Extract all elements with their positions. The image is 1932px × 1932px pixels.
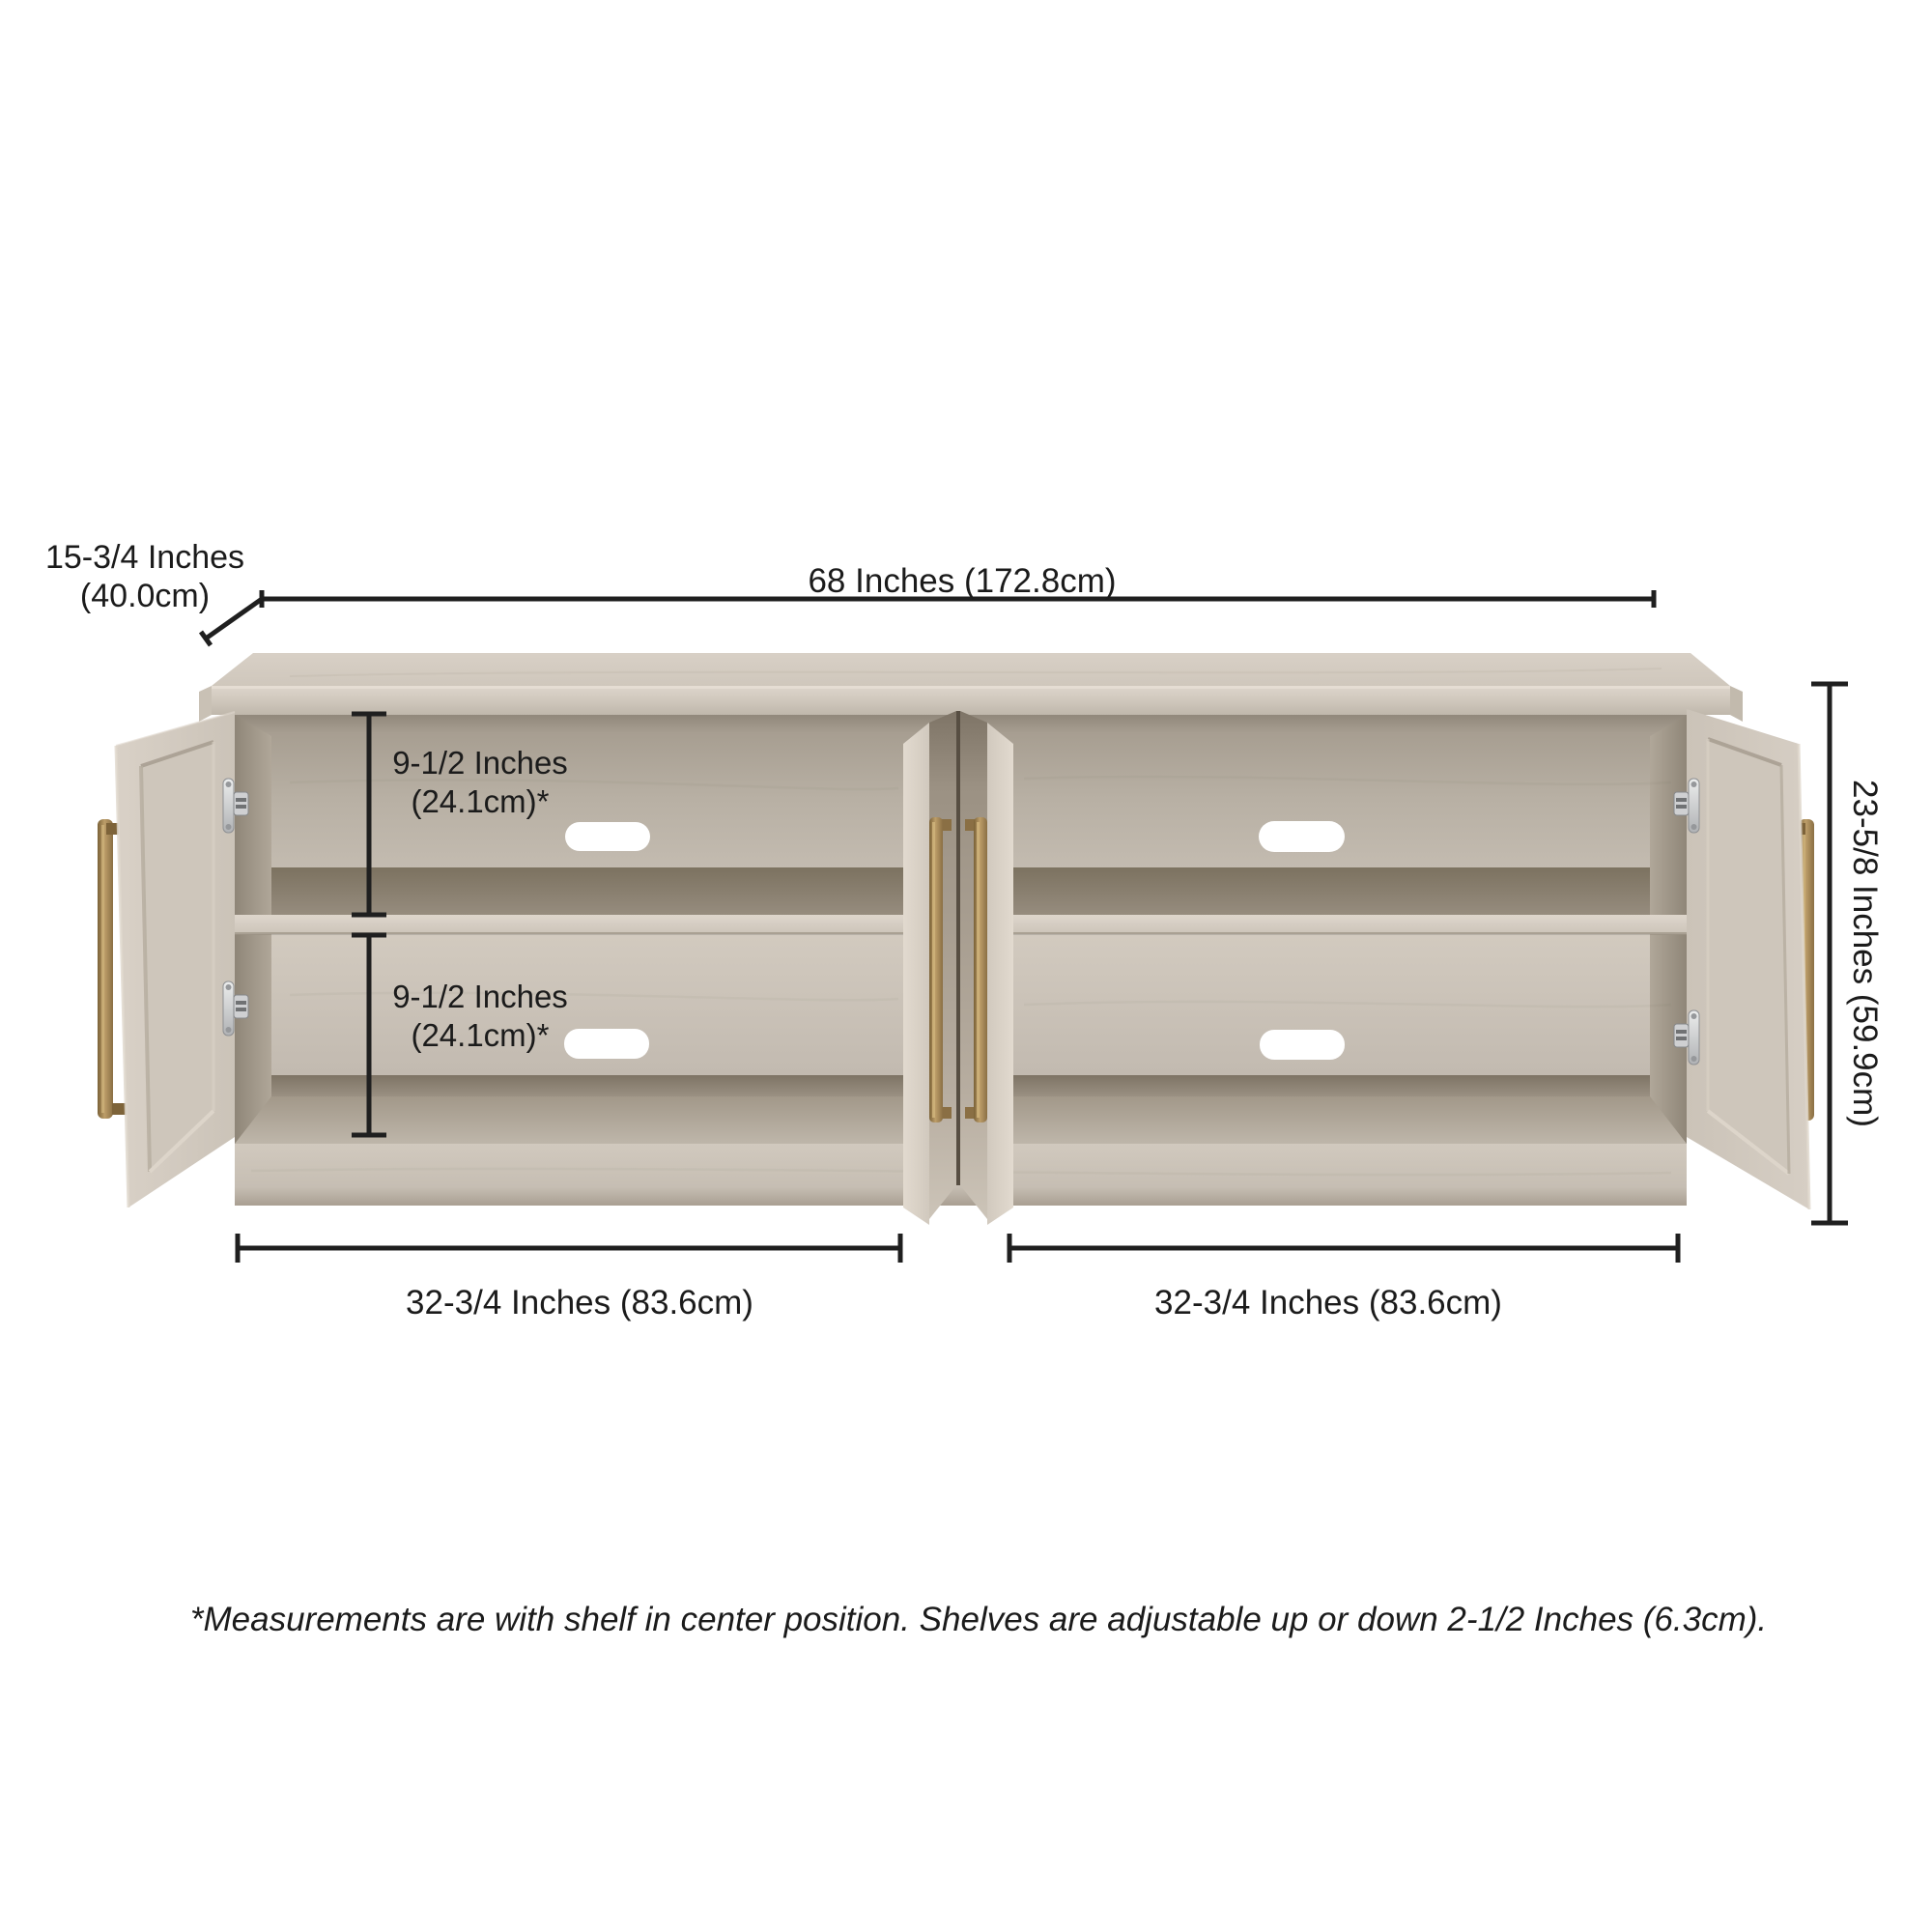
top-panel — [199, 653, 1743, 722]
top-panel-endcap-left — [199, 686, 212, 722]
shelf-lower-label-line2: (24.1cm)* — [411, 1017, 550, 1053]
footnote: *Measurements are with shelf in center position. Shelves are adjustable up or down 2-1/2 Inches (6.3cm). — [189, 1601, 1768, 1638]
shelf-lower-label — [335, 978, 625, 1055]
shelf-upper-label-line1: 9-1/2 Inches — [392, 745, 568, 781]
height-label: 23-5/8 Inches (59.9cm) — [1846, 780, 1884, 1127]
right-door-panel — [1708, 739, 1789, 1174]
right-door — [1674, 709, 1814, 1209]
section-right-label: 32-3/4 Inches (83.6cm) — [1154, 1284, 1502, 1321]
top-panel-endcap-right — [1730, 686, 1743, 722]
center-doors — [903, 711, 1013, 1225]
left-door-panel — [141, 742, 213, 1172]
depth-label-line1: 15-3/4 Inches — [44, 539, 245, 576]
center-door-gap — [956, 711, 960, 1185]
depth-label — [10, 538, 280, 615]
dimension-line-section-left — [238, 1234, 900, 1263]
depth-label-line2: (40.0cm) — [79, 578, 211, 614]
left-handle-highlight — [101, 825, 104, 1113]
cable-cutout-left-upper — [565, 822, 650, 851]
left-door-handle — [98, 819, 113, 1119]
cable-cutout-right-upper — [1259, 821, 1345, 852]
top-panel-surface — [212, 653, 1730, 686]
center-door-left-edge — [903, 723, 929, 1225]
top-panel-front — [212, 686, 1730, 715]
top-panel-highlight — [212, 686, 1730, 689]
center-door-right-edge — [987, 723, 1013, 1225]
cable-cutout-right-lower — [1260, 1030, 1345, 1060]
shelf-upper-label — [335, 744, 625, 821]
shelf-upper-label-line2: (24.1cm)* — [411, 783, 550, 819]
dimension-line-height — [1811, 684, 1848, 1223]
dimension-line-section-right — [1009, 1234, 1678, 1263]
left-door — [98, 712, 248, 1208]
shelf-lower-label-line1: 9-1/2 Inches — [392, 979, 568, 1014]
width-label: 68 Inches (172.8cm) — [808, 562, 1117, 600]
section-left-label: 32-3/4 Inches (83.6cm) — [406, 1284, 753, 1321]
